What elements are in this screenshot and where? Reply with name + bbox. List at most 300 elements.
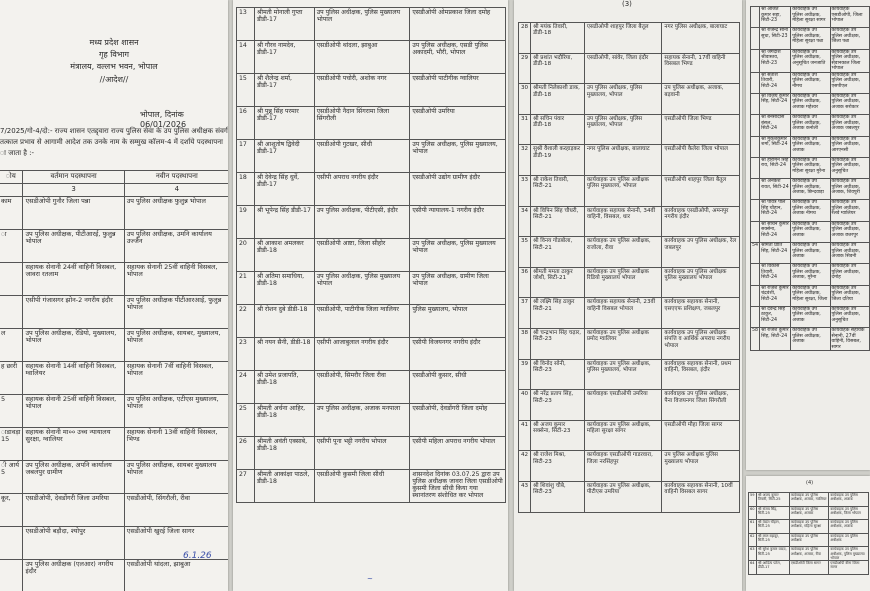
officer-name-cell: श्री रोशन दुबे डीडी-18 xyxy=(254,305,314,338)
current-posting-cell: उप पुलिस अधीक्षक (एलआर) नगरीय इंदौर xyxy=(23,560,124,591)
current-posting-cell: कार्यवाहक उप पुलिस अधीक्षक, अजाक xyxy=(791,328,830,351)
table-row xyxy=(751,264,870,285)
new-posting-cell: एसीपी विजयनगर नगरीय इंदौर xyxy=(410,338,506,371)
officer-name-cell: श्री अजित कुमार सहा, सिटी-23 xyxy=(760,7,791,28)
table-row xyxy=(0,329,228,362)
table-row xyxy=(519,451,740,482)
serial-number-cell: 62 xyxy=(749,533,757,547)
officer-name-cell: श्री सुरेश कुमार यादव, सिटी-25 xyxy=(756,547,789,561)
new-posting-cell: एसडीओपी मौहा जिला सागर xyxy=(662,420,740,451)
current-posting-cell: कार्यवाहक उप पुलिस अधीक्षक, महिला सुरक्षा मुरैना xyxy=(791,157,830,178)
new-posting-cell: पुलिस मुख्यालय, भोपाल xyxy=(410,305,506,338)
new-posting-cell: कार्यवाहक सहायक सेनानी, 27वीं वाहिनी, विसबल, सागर xyxy=(830,328,869,351)
current-posting-cell: एसडीओपी कुसमी जिला सीधी xyxy=(314,470,410,503)
officer-name-cell: श्री लाल बहादुर, सिटी-25 xyxy=(756,533,789,547)
table-row xyxy=(519,84,740,115)
transfer-table xyxy=(748,492,869,575)
intro-line: 7/2025/गो-4/दो:- राज्य शासन एतद्द्वारा राज्य पुलिस सेवा के उप पुलिस अधीक्षक संवर्ग xyxy=(0,127,228,135)
table-row xyxy=(749,520,869,534)
new-posting-cell: कार्यवाहक उप पुलिस अधीक्षक, अजाक छतरपुर xyxy=(830,221,869,242)
current-posting-cell: उप पुलिस अधीक्षक, पुलिस मुख्यालय भोपाल xyxy=(314,272,410,305)
officer-name-cell: श्री विकास तिवारी, सिटी-24 xyxy=(760,264,791,285)
serial-number-cell: 31 xyxy=(519,114,531,145)
current-posting-cell: कार्यवाहक उप पुलिस अधीक्षक, नीमच xyxy=(791,72,830,93)
serial-number-cell xyxy=(751,179,760,200)
current-posting-cell: एसडीओपी पचोरी, अशोक नगर xyxy=(314,74,410,107)
current-posting-cell: उप पुलिस अधीक्षक, पुलिस मुख्यालय, भोपाल xyxy=(584,114,662,145)
officer-name-cell: श्री वेदांत चौहान, सिटी-25 xyxy=(756,520,789,534)
current-posting-cell: एसडीओपी बड़ौदा, श्योपुर xyxy=(23,527,124,560)
transfer-table xyxy=(750,6,870,351)
officer-cell: ाडावड़ा 15 xyxy=(0,428,23,461)
officer-cell: 5 xyxy=(0,395,23,428)
officer-name-cell: श्री आकाश अमलकर डीडी-18 xyxy=(254,239,314,272)
table-row xyxy=(519,298,740,329)
order-heading: //आदेश// xyxy=(99,75,129,84)
serial-number-cell: 59 xyxy=(749,493,757,507)
current-posting-cell: कार्यवाहक उप पुलिस अधीक्षक, महिला सुरक्षा सागर xyxy=(791,7,830,28)
current-posting-cell: एसडीओपी, पाटीगीक जिला ग्वालियर xyxy=(314,305,410,338)
order-date: भोपाल, दिनांक 06/01/2026 xyxy=(140,110,187,129)
table-row xyxy=(0,494,228,527)
new-posting-cell: उप पुलिस अधीक्षक पीटीआरआई, फुलुन्न भोपाल xyxy=(124,296,228,329)
new-posting-cell: कार्यवाहक उप पुलिस अधीक्षक पुलिस मुख्यालय भोपाल xyxy=(662,267,740,298)
new-posting-cell: उप पुलिस अधीक्षक, पुलिस मुख्यालय, भोपाल xyxy=(410,140,506,173)
serial-number-cell xyxy=(751,157,760,178)
serial-number-cell: 16 xyxy=(237,107,255,140)
serial-number-cell: 64 xyxy=(749,560,757,574)
serial-number-cell: 41 xyxy=(519,420,531,451)
document-page-4 xyxy=(746,0,870,470)
new-posting-cell: कार्यवाहक उप पुलिस अधीक्षक, एसपीएल xyxy=(830,72,869,93)
table-row xyxy=(519,114,740,145)
transfer-table xyxy=(0,170,228,591)
officer-name-cell: श्रीमती अर्चना आहिर, डीडी-18 xyxy=(254,404,314,437)
table-row xyxy=(519,175,740,206)
serial-number-cell: 58 xyxy=(751,328,760,351)
officer-cell xyxy=(0,560,23,591)
new-posting-cell: कार्यवाहक उप पुलिस अधीक्षक, जिला दतिया xyxy=(830,285,869,306)
table-row xyxy=(237,305,506,338)
current-posting-cell: कार्यवाहक उप पुलिस अधीक्षक, अनुसूचित जनजाति xyxy=(791,49,830,72)
document-page-1 xyxy=(0,0,228,591)
new-posting-cell: उप पुलिस अधीक्षक, ग्रामीण जिला भोपाल xyxy=(410,272,506,305)
table-row xyxy=(0,230,228,263)
current-posting-cell: कार्यवाहक एसडीओपी उमरिया xyxy=(584,390,662,421)
new-posting-cell: उप पुलिस अधीक्षक, सायबर, मुख्यालय, भोपाल xyxy=(124,329,228,362)
serial-number-cell: 18 xyxy=(237,173,255,206)
column-number: 4 xyxy=(124,184,228,197)
current-posting-cell: कार्यवाहक उप पुलिस अधीक्षक, अजाक, मुरैना xyxy=(791,264,830,285)
table-row xyxy=(749,506,869,520)
table-row xyxy=(237,206,506,239)
transfer-table xyxy=(518,22,740,513)
table-row xyxy=(751,157,870,178)
officer-name-cell: श्रीमती मोनाली गुप्ता डीडी-17 xyxy=(254,8,314,41)
officer-cell: ी आर्य 5 xyxy=(0,461,23,494)
new-posting-cell: शासनदेश दिनांक 03.07.25 द्वारा उप पुलिस अधीक्षक जावरा जिला एसडीओपी कुसमी जिला सीधी किया गया स्थानांतरण संशोधित कर भोपाल xyxy=(410,470,506,503)
officer-name-cell: श्री नयन सैनी, डीडी-18 xyxy=(254,338,314,371)
officer-name-cell: श्री राजेन्द्र सोनी सुधा, सिटी-23 xyxy=(760,28,791,49)
officer-cell: काम xyxy=(0,197,23,230)
table-row xyxy=(749,533,869,547)
current-posting-cell: उप पुलिस अधीक्षक, पुलिस मुख्यालय भोपाल xyxy=(314,8,410,41)
serial-number-cell: 21 xyxy=(237,272,255,305)
serial-number-cell: 61 xyxy=(749,520,757,534)
new-posting-cell: एसडीओपी बीना जिला सागर xyxy=(829,560,869,574)
table-row xyxy=(519,237,740,268)
serial-number-cell xyxy=(751,115,760,136)
table-row xyxy=(237,470,506,503)
officer-name-cell: श्रीमती ममता ठाकुर जोशी, सिटी-21 xyxy=(531,267,585,298)
current-posting-cell: कार्यवाहक उप पुलिस अधीक्षक, अजाक xyxy=(791,306,830,327)
serial-number-cell xyxy=(751,7,760,28)
table-row xyxy=(0,395,228,428)
officer-name-cell: श्रीमती प्रीति सिंह, सिटी-24 xyxy=(760,243,791,264)
officer-name-cell: श्री लक्ष्मि सिंह ठाकुर सिटी-21 xyxy=(531,298,585,329)
officer-name-cell: श्री विपिन सिंह चौधरी, सिटी-21 xyxy=(531,206,585,237)
officer-name-cell: श्री मुकेशकुमार शर्मा, सिटी-24 xyxy=(760,136,791,157)
current-posting-cell: कार्यवाहक उप पुलिस अधीक्षक, अजाक xyxy=(789,506,829,520)
serial-number-cell: 17 xyxy=(237,140,255,173)
current-posting-cell: उप पुलिस अधीक्षक, पीटीएसी, इंदौर xyxy=(314,206,410,239)
table-row xyxy=(519,267,740,298)
table-row xyxy=(237,272,506,305)
current-posting-cell: कार्यवाहक उप पुलिस अधीक्षक रिडियो मुख्यालय भोपाल xyxy=(584,267,662,298)
table-row xyxy=(751,136,870,157)
table-row xyxy=(237,371,506,404)
current-posting-cell: कार्यवाहक उप पुलिस अधीक्षक, अजाक कनोली xyxy=(791,115,830,136)
new-posting-cell: सहायक सेनानी 25वीं वाहिनी विसबल, भोपाल xyxy=(124,263,228,296)
officer-name-cell: श्री विजय कुमार सिंह, सिटी-24 xyxy=(760,93,791,114)
current-posting-cell: कार्यवाहक उप पुलिस अधीक्षक, महिला सुरक्षा पन्ना xyxy=(791,28,830,49)
new-posting-cell: उप पुलिस अधीक्षक, उमनि कार्यालय उज्जैन xyxy=(124,230,228,263)
current-posting-cell: उप पुलिस अधीक्षक, पुलिस मुख्यालय, भोपाल xyxy=(584,84,662,115)
table-row xyxy=(751,285,870,306)
serial-number-cell: 27 xyxy=(237,470,255,503)
officer-name-cell: श्री सचिन पंवार डीडी-18 xyxy=(531,114,585,145)
officer-name-cell: श्री हीरामन सिंह राव, सिटी-24 xyxy=(760,157,791,178)
table-row xyxy=(237,8,506,41)
current-posting-cell: नगर पुलिस अधीक्षक, बालाघाट xyxy=(584,145,662,176)
officer-name-cell: श्री राजेश कुमार सिंह, सिटी-24 xyxy=(760,328,791,351)
current-posting-cell: एसडीओपी, सांवेर, जिला इंदौर xyxy=(584,53,662,84)
new-posting-cell: कार्यवाहक उप पुलिस अधीक्षक, रेल जबलपुर xyxy=(662,237,740,268)
officer-cell: ा xyxy=(0,230,23,263)
officer-name-cell: श्री आशुतोष द्विवेदी डीडी-17 xyxy=(254,140,314,173)
current-posting-cell: एसडीओपी, सिमरौर जिला रीवा xyxy=(314,371,410,404)
current-posting-cell: एसीपी पूना भट्टी नगरीय भोपाल xyxy=(314,437,410,470)
table-row xyxy=(519,481,740,512)
officer-cell xyxy=(0,296,23,329)
new-posting-cell: एसडीओपी शाहपुर जिला बैतूल xyxy=(662,175,740,206)
new-posting-cell: उप पुलिस अधीक्षक, अजाक, बड़वानी xyxy=(662,84,740,115)
serial-number-cell xyxy=(751,306,760,327)
table-row xyxy=(237,404,506,437)
new-posting-cell: उप पुलिस अधीक्षक फुलुन्न भोपाल xyxy=(124,197,228,230)
officer-name-cell: श्री प्रशांत भदौरिया, डीडी-18 xyxy=(531,53,585,84)
new-posting-cell: एसडीओपी थांदला, झाबुआ xyxy=(124,560,228,591)
serial-number-cell: 23 xyxy=(237,338,255,371)
column-header: वर्तमान पदस्थापना xyxy=(23,171,124,184)
table-row xyxy=(751,72,870,93)
current-posting-cell: एसडीओपी जिला सागर xyxy=(789,560,829,574)
officer-name-cell: श्री अनकेश रावत, सिटी-24 xyxy=(760,179,791,200)
serial-number-cell xyxy=(751,285,760,306)
current-posting-cell: उप पुलिस अधीक्षक, रेडियो, मुख्यालय, भोपाल xyxy=(23,329,124,362)
current-posting-cell: उप पुलिस अधीक्षक, अपनि कार्यालय जबलपुर ग्रामीण xyxy=(23,461,124,494)
new-posting-cell: कार्यवाहक उप पुलिस अधीक्षक, अजाक सिवनी xyxy=(830,243,869,264)
table-row xyxy=(0,362,228,395)
current-posting-cell: कार्यवाहक उप पुलिस अधीक्षक, महिला सुरक्षा, जिला xyxy=(791,285,830,306)
officer-name-cell: श्री पुन्नू सिंह परमार डीडी-17 xyxy=(254,107,314,140)
page-number: (4) xyxy=(806,480,814,486)
column-header: ोय xyxy=(0,171,23,184)
officer-name-cell: श्री अजय कुमार तिवारी, सिटी-25 xyxy=(756,493,789,507)
table-row xyxy=(0,197,228,230)
new-posting-cell: कार्यवाहक उप पुलिस अधीक्षक, आरएनसी xyxy=(830,136,869,157)
new-posting-cell: कार्यवाहक उप पुलिस अधीक्षक, रेलवे ग्वालियर xyxy=(830,200,869,221)
table-row xyxy=(237,140,506,173)
current-posting-cell: कार्यवाहक सहायक सेनानी, 34वीं वाहिनी, विसबल, धार xyxy=(584,206,662,237)
serial-number-cell: 28 xyxy=(519,23,531,54)
table-row xyxy=(749,547,869,561)
new-posting-cell: कार्यवाहक उप पुलिस अधीक्षक संपत्ति व आर्थिक अपराध नगरीय भोपाल xyxy=(662,328,740,359)
serial-number-cell xyxy=(751,93,760,114)
current-posting-cell: कार्यवाहक उप पुलिस अधीक्षक, अजाक xyxy=(791,243,830,264)
officer-name-cell: श्री राजेश मिश्रा, सिटी-23 xyxy=(531,451,585,482)
officer-name-cell: श्री चन्द्रभान सिंह चढ़ार, सिटी-23 xyxy=(531,328,585,359)
officer-name-cell: श्री देवेन्द्र सिंह धुर्वे, डीडी-17 xyxy=(254,173,314,206)
officer-name-cell: श्री भूपेन्द्र सिंह डीडी-17 xyxy=(254,206,314,239)
department-heading: गृह विभाग xyxy=(98,50,129,59)
officer-name-cell: श्री जगदीश श्रीवास्तव, सिटी-23 xyxy=(760,49,791,72)
officer-name-cell: श्री देवेन्द्र सिंह ठाकुर, सिटी-24 xyxy=(760,306,791,327)
serial-number-cell xyxy=(751,200,760,221)
serial-number-cell: 19 xyxy=(237,206,255,239)
column-header: नवीन पदस्थापना xyxy=(124,171,228,184)
new-posting-cell: एसडीओपी, सिंगरौली, रीवा xyxy=(124,494,228,527)
current-posting-cell: सहायक सेनानी 14वीं वाहिनी विसबल, ग्वालियर xyxy=(23,362,124,395)
current-posting-cell: कार्यवाहक उप पुलिस अधीक्षक पुलिस मुख्यालय, भोपाल xyxy=(584,175,662,206)
table-row xyxy=(751,49,870,72)
new-posting-cell: उप पुलिस अधीक्षक, एटीएस मुख्यालय, भोपाल xyxy=(124,395,228,428)
serial-number-cell: 32 xyxy=(519,145,531,176)
officer-name-cell: श्री राकेश तिवारी, सिटी-21 xyxy=(531,175,585,206)
table-row xyxy=(0,428,228,461)
table-row xyxy=(751,28,870,49)
column-number xyxy=(0,184,23,197)
serial-number-cell xyxy=(751,264,760,285)
serial-number-cell: 54 xyxy=(751,243,760,264)
current-posting-cell: कार्यवाहक उप पुलिस अधीक्षक, अजाक, छिन्दवाड़ा xyxy=(791,179,830,200)
table-row xyxy=(751,200,870,221)
column-number: 3 xyxy=(23,184,124,197)
handwritten-signature: 6.1.26 xyxy=(183,551,212,561)
serial-number-cell: 34 xyxy=(519,206,531,237)
current-posting-cell: कार्यवाहक उप पुलिस अधीक्षक, अजाक, ग्वालियर xyxy=(789,493,829,507)
officer-name-cell: श्री शिवांशु चौबे, सिटी-23 xyxy=(531,481,585,512)
table-row xyxy=(751,328,870,351)
new-posting-cell: कार्यवाहक उप पुलिस अधीक्षक, पुलिस मुख्यालय भोपाल xyxy=(829,547,869,561)
new-posting-cell: कार्यवाहक उप पुलिस अधीक्षक, अनुसूचित xyxy=(830,306,869,327)
current-posting-cell: एसडीओपी गुनौर जिला पन्ना xyxy=(23,197,124,230)
officer-cell xyxy=(0,527,23,560)
serial-number-cell: 35 xyxy=(519,237,531,268)
new-posting-cell: कार्यवाहक उप पुलिस अधीक्षक, अजाक xyxy=(829,520,869,534)
current-posting-cell: कार्यवाहक उप पुलिस अधीक्षक xyxy=(789,533,829,547)
new-posting-cell: कार्यवाहक सहायक सेनानी, एसएएफ प्रशिक्षण, जबलपुर xyxy=(662,298,740,329)
document-page-5 xyxy=(746,476,870,591)
new-posting-cell: उप पुलिस अधीक्षक पुलिस मुख्यालय भोपाल xyxy=(662,451,740,482)
serial-number-cell: 15 xyxy=(237,74,255,107)
serial-number-cell: 33 xyxy=(519,175,531,206)
serial-number-cell: 43 xyxy=(519,481,531,512)
officer-cell: ह छारी xyxy=(0,362,23,395)
table-row xyxy=(237,173,506,206)
current-posting-cell: कार्यवाहक उप पुलिस अधीक्षक, पीटीएस उमरिया xyxy=(584,481,662,512)
serial-number-cell: 30 xyxy=(519,84,531,115)
new-posting-cell: एसडीओपी खुरई जिला सागर xyxy=(124,527,228,560)
new-posting-cell: सहायक सेनानी 7वीं वाहिनी विसबल, भोपाल xyxy=(124,362,228,395)
table-row xyxy=(0,296,228,329)
current-posting-cell: एसडीओपी गुटखर, सीधी xyxy=(314,140,410,173)
serial-number-cell: 40 xyxy=(519,390,531,421)
serial-number-cell: 60 xyxy=(749,506,757,520)
table-row xyxy=(0,263,228,296)
serial-number-cell: 38 xyxy=(519,328,531,359)
current-posting-cell: कार्यवाहक उप पुलिस अधीक्षक, पुलिस मुख्यालय, भोपाल xyxy=(584,359,662,390)
serial-number-cell: 26 xyxy=(237,437,255,470)
serial-number-cell: 37 xyxy=(519,298,531,329)
new-posting-cell: कार्यवाहक सहायक सेनानी, प्रथम वाहिनी, विसबल, इंदौर xyxy=(662,359,740,390)
new-posting-cell: एसडीओपी ओमप्रकाश जिला दमोह xyxy=(410,8,506,41)
table-row xyxy=(237,41,506,74)
current-posting-cell: एसडीओपी नैदान सिंगरामा जिला सिंगरौली xyxy=(314,107,410,140)
current-posting-cell: एसडीओपी थांदला, झाबुआ xyxy=(314,41,410,74)
current-posting-cell: कार्यवाहक उप पुलिस अधीक्षक, अजाक नीमच xyxy=(791,200,830,221)
officer-name-cell: श्री मयंक तिवारी, डीडी-18 xyxy=(531,23,585,54)
new-posting-cell: एसडीओपी उमरिया xyxy=(410,107,506,140)
serial-number-cell: 14 xyxy=(237,41,255,74)
serial-number-cell: 63 xyxy=(749,547,757,561)
new-posting-cell: एसडीओपी उद्योग ग्रामीण इंदौर xyxy=(410,173,506,206)
officer-name-cell: श्री बनसीदास बंसल, सिटी-24 xyxy=(760,115,791,136)
officer-name-cell: श्री गौरव नामदेव, डीडी-17 xyxy=(254,41,314,74)
current-posting-cell: कार्यवाहक उप पुलिस अधीक्षक, अजाक xyxy=(791,136,830,157)
new-posting-cell: सहायक सेनानी, 17वीं वाहिनी विसबल भिण्ड xyxy=(662,53,740,84)
officer-name-cell: श्री अतिमा समाधिया, डीडी-18 xyxy=(254,272,314,305)
transfer-table xyxy=(236,7,506,503)
current-posting-cell: उप पुलिस अधीक्षक, अजाक मनपाला xyxy=(314,404,410,437)
table-row xyxy=(519,420,740,451)
current-posting-cell: सहायक सेनानी 24वीं वाहिनी विसबल, जावरा रतलाम xyxy=(23,263,124,296)
office-address: मंत्रालय, वल्लभ भवन, भोपाल xyxy=(70,62,158,71)
new-posting-cell: कार्यवाहक एसडीओपी, जिला भोपाल xyxy=(830,7,869,28)
new-posting-cell: एसीपी न्यायालय-1 नगरीय इंदौर xyxy=(410,206,506,239)
document-page-3 xyxy=(514,0,742,591)
current-posting-cell: एसीपी अपराध नगरीय इंदौर xyxy=(314,173,410,206)
new-posting-cell: कार्यवाहक उप पुलिस अधीक्षक, अजाक, शिवपुरी xyxy=(830,179,869,200)
table-row xyxy=(751,115,870,136)
serial-number-cell: 39 xyxy=(519,359,531,390)
order-intro xyxy=(0,126,226,159)
new-posting-cell: कार्यवाहक उप पुलिस अधीक्षक, अनुसूचित xyxy=(830,157,869,178)
new-posting-cell: एसडीओपी कुसार, सीधी xyxy=(410,371,506,404)
current-posting-cell: कार्यवाहक उप पुलिस अधीक्षक, महिला सुरक्षा xyxy=(789,520,829,534)
table-row xyxy=(237,437,506,470)
table-row xyxy=(0,560,228,591)
serial-number-cell: 20 xyxy=(237,239,255,272)
table-row xyxy=(237,107,506,140)
officer-name-cell: श्रीमती आकांक्षा पाठले, डीडी-18 xyxy=(254,470,314,503)
current-posting-cell: एसीपी आजाबुलाल नगरीय इंदौर xyxy=(314,338,410,371)
serial-number-cell: 24 xyxy=(237,371,255,404)
serial-number-cell: 29 xyxy=(519,53,531,84)
table-row xyxy=(519,145,740,176)
new-posting-cell: कार्यवाहक उप पुलिस अधीक्षक, जिला पन्ना xyxy=(830,28,869,49)
serial-number-cell: 22 xyxy=(237,305,255,338)
table-row xyxy=(751,243,870,264)
current-posting-cell: कार्यवाहक उप पुलिस अधीक्षक, महिला सुरक्षा सागर xyxy=(584,420,662,451)
document-page-2 xyxy=(233,0,508,591)
current-posting-cell: एसडीओपी शाहपुर जिला बैतूल xyxy=(584,23,662,54)
serial-number-cell xyxy=(751,136,760,157)
new-posting-cell: एसडीओपी जिला भिण्ड xyxy=(662,114,740,145)
new-posting-cell: कार्यवाहक उप पुलिस अधीक्षक, अजाक सरोकार xyxy=(830,93,869,114)
table-row xyxy=(751,93,870,114)
officer-name-cell: श्री सचिन कुमार सक्सेना, सिटी-24 xyxy=(760,221,791,242)
new-posting-cell: एसडीओपी कैलेरा जिला भोपाल xyxy=(662,145,740,176)
serial-number-cell: 25 xyxy=(237,404,255,437)
serial-number-cell: 42 xyxy=(519,451,531,482)
table-row xyxy=(0,461,228,494)
table-row xyxy=(519,328,740,359)
table-row xyxy=(519,390,740,421)
current-posting-cell: कार्यवाहक उप पुलिस अधीक्षक, राजोला, रीवा xyxy=(584,237,662,268)
intro-line: तत्काल प्रभाव से आगामी आदेश तक उनके नाम के सम्मुख कॉलम-4 में दर्शाये पदस्थापना xyxy=(0,137,223,146)
page-number: (3) xyxy=(622,0,632,8)
current-posting-cell: कार्यवाहक उप पुलिस अधीक्षक, अजाक xyxy=(791,221,830,242)
table-row xyxy=(519,206,740,237)
officer-name-cell: श्री अजय कुमार सक्सेना, सिटी-23 xyxy=(531,420,585,451)
signature-mark: ~ xyxy=(367,575,373,583)
table-row xyxy=(237,74,506,107)
table-row xyxy=(751,221,870,242)
new-posting-cell: कार्यवाहक उप पुलिस अधीक्षक xyxy=(829,533,869,547)
serial-number-cell xyxy=(751,49,760,72)
officer-name-cell: श्री संजय सिंह, सिटी-25 xyxy=(756,506,789,520)
table-row xyxy=(751,7,870,28)
state-heading: मध्य प्रदेश शासन xyxy=(89,38,139,47)
table-row xyxy=(519,359,740,390)
new-posting-cell: एसडीओपी, देवडोंगरी जिला दमोह xyxy=(410,404,506,437)
new-posting-cell: एसडीओपी पाटीगीक ग्वालियर xyxy=(410,74,506,107)
officer-cell: ल xyxy=(0,329,23,362)
current-posting-cell: एसडीओपी, देवडोंगरी जिला उमरिया xyxy=(23,494,124,527)
officer-name-cell: श्री विनोद सोनी, सिटी-23 xyxy=(531,359,585,390)
new-posting-cell: कार्यवाहक सहायक सेनानी, 10वीं वाहिनी विसबल सागर xyxy=(662,481,740,512)
table-row xyxy=(237,239,506,272)
new-posting-cell: सहायक सेनानी 13वीं वाहिनी विसबल, भिण्ड xyxy=(124,428,228,461)
new-posting-cell: उप पुलिस अधीक्षक, पुलिस मुख्यालय भोपाल xyxy=(410,239,506,272)
table-row xyxy=(749,493,869,507)
current-posting-cell: कार्यवाहक उप पुलिस अधीक्षक प्रमोद ग्वालियर xyxy=(584,328,662,359)
current-posting-cell: कार्यवाहक सहायक सेनानी, 23वीं वाहिनी विसबल भोपाल xyxy=(584,298,662,329)
serial-number-cell: 36 xyxy=(519,267,531,298)
new-posting-cell: कार्यवाहक उप पुलिस अधीक्षक, अजाक xyxy=(829,493,869,507)
officer-name-cell: श्री विनय गोडबोला, सिटी-21 xyxy=(531,237,585,268)
